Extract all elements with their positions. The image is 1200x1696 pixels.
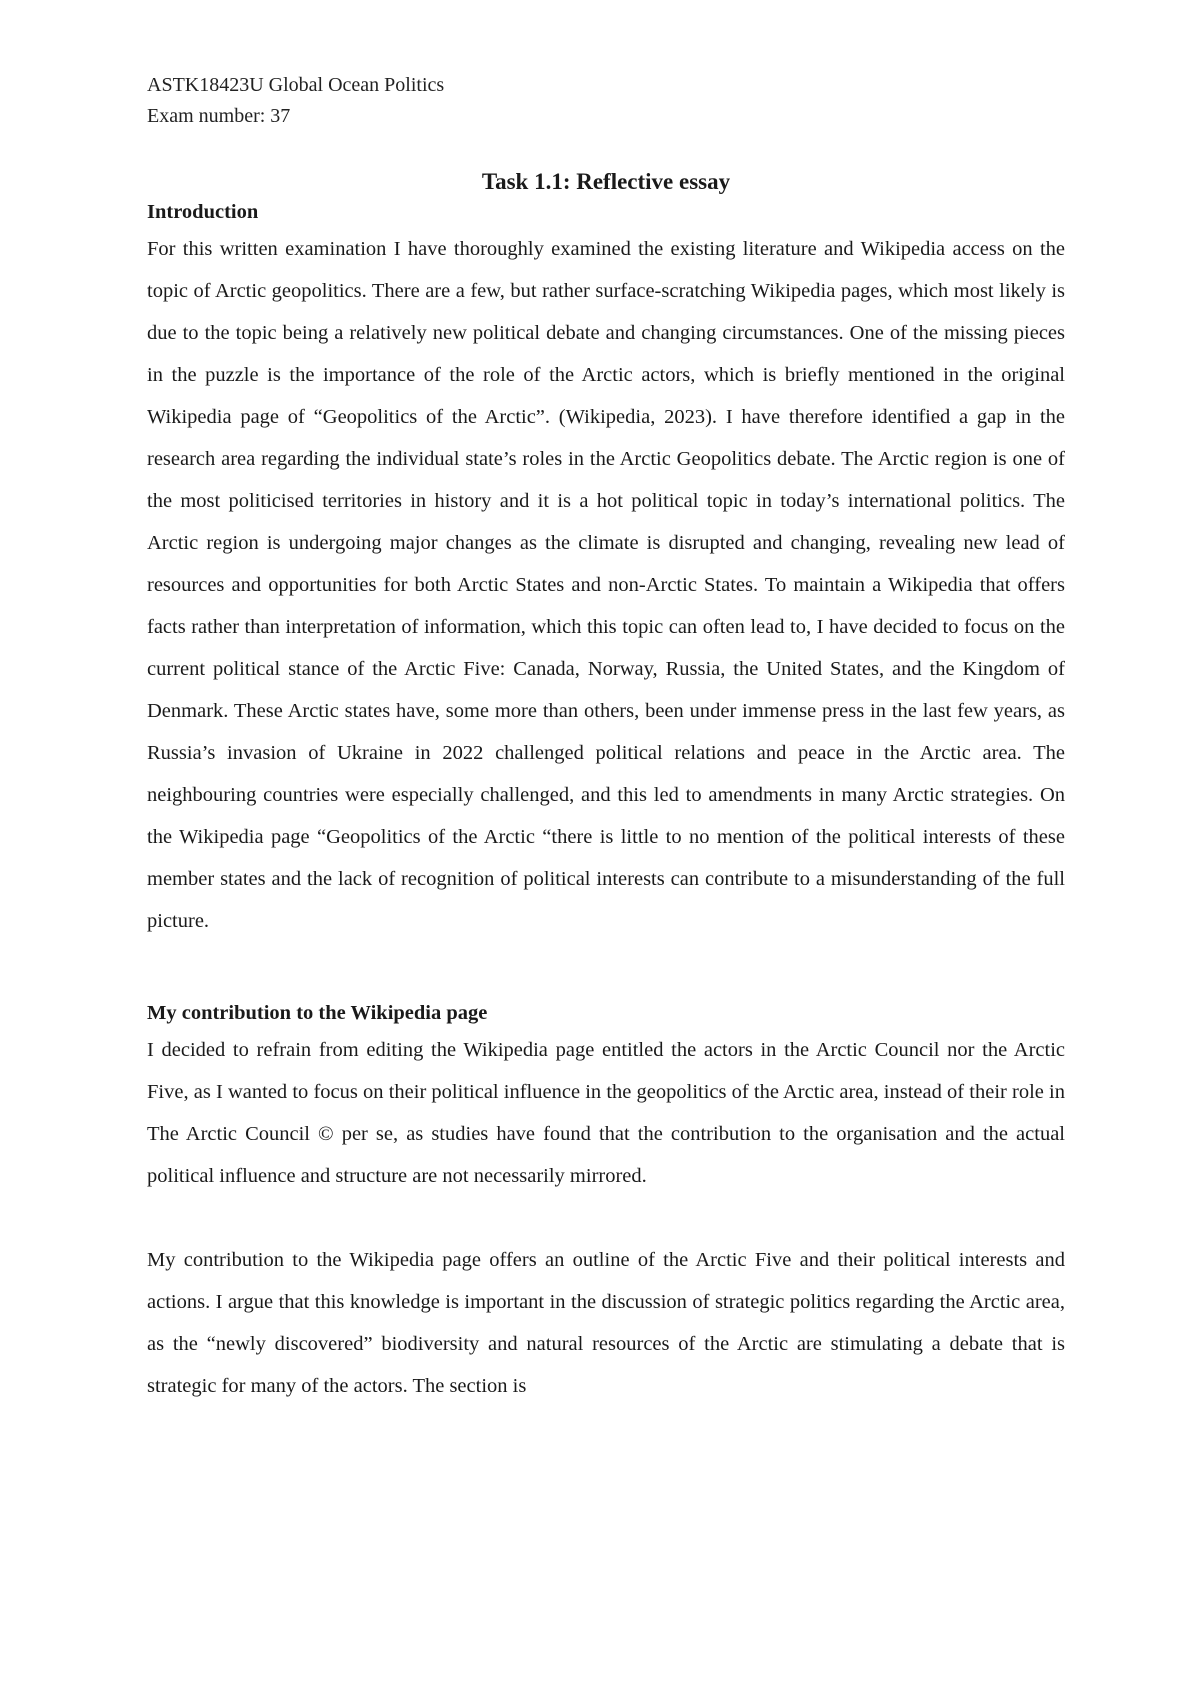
contribution-paragraph-2: My contribution to the Wikipedia page offers an outline of the Arctic Five and their political interests and actions. I argue that this knowledge is important in the discussion of strategic politics regarding the Arctic area, as the “newly discovered” biodiversity and natural resources of the Arctic are stimulating a debate that is strategic for many of the actors. The section is (147, 1249, 1065, 1397)
introduction-paragraph: For this written examination I have thoroughly examined the existing literature and Wikipedia access on the topic of Arctic geopolitics. There are a few, but rather surface-scratching Wikipedia pages, which most likely is due to the topic being a relatively new political debate and changing circumstances. One of the missing pieces in the puzzle is the importance of the role of the Arctic actors, which is briefly mentioned in the original Wikipedia page of “Geopolitics of the Arctic”. (Wikipedia, 2023). I have therefore identified a gap in the research area regarding the individual state’s roles in the Arctic Geopolitics debate. The Arctic region is one of the most politicised territories in history and it is a hot political topic in today’s international politics. The Arctic region is undergoing major changes as the climate is disrupted and changing, revealing new lead of resources and opportunities for both Arctic States and non-Arctic States. To maintain a Wikipedia that offers facts rather than interpretation of information, which this topic can often lead to, I have decided to focus on the current political stance of the Arctic Five: Canada, Norway, Russia, the United States, and the Kingdom of Denmark. These Arctic states have, some more than others, been under immense press in the last few years, as Russia’s invasion of Ukraine in 2022 challenged political relations and peace in the Arctic area. The neighbouring countries were especially challenged, and this led to amendments in many Arctic strategies. On the Wikipedia page “Geopolitics of the Arctic “there is little to no mention of the political interests of these member states and the lack of recognition of political interests can contribute to a misunderstanding of the full picture. (147, 238, 1065, 932)
paragraph-spacer (147, 1197, 1065, 1239)
section-heading-contribution: My contribution to the Wikipedia page (147, 1002, 488, 1024)
essay-title: Task 1.1: Reflective essay (481, 169, 731, 194)
document-page (147, 70, 1065, 1407)
section-spacer (147, 942, 1065, 984)
course-title: ASTK18423U Global Ocean Politics (147, 74, 445, 96)
section-heading-introduction: Introduction (147, 201, 259, 223)
contribution-paragraph-1: I decided to refrain from editing the Wikipedia page entitled the actors in the Arctic Council nor the Arctic Five, as I wanted to focus on their political influence in the geopolitics of the Arctic area, instead of their role in The Arctic Council © per se, as studies have found that the contribution to the organisation and the actual political influence and structure are not necessarily mirrored. (147, 1039, 1065, 1187)
exam-number: Exam number: 37 (147, 105, 291, 127)
